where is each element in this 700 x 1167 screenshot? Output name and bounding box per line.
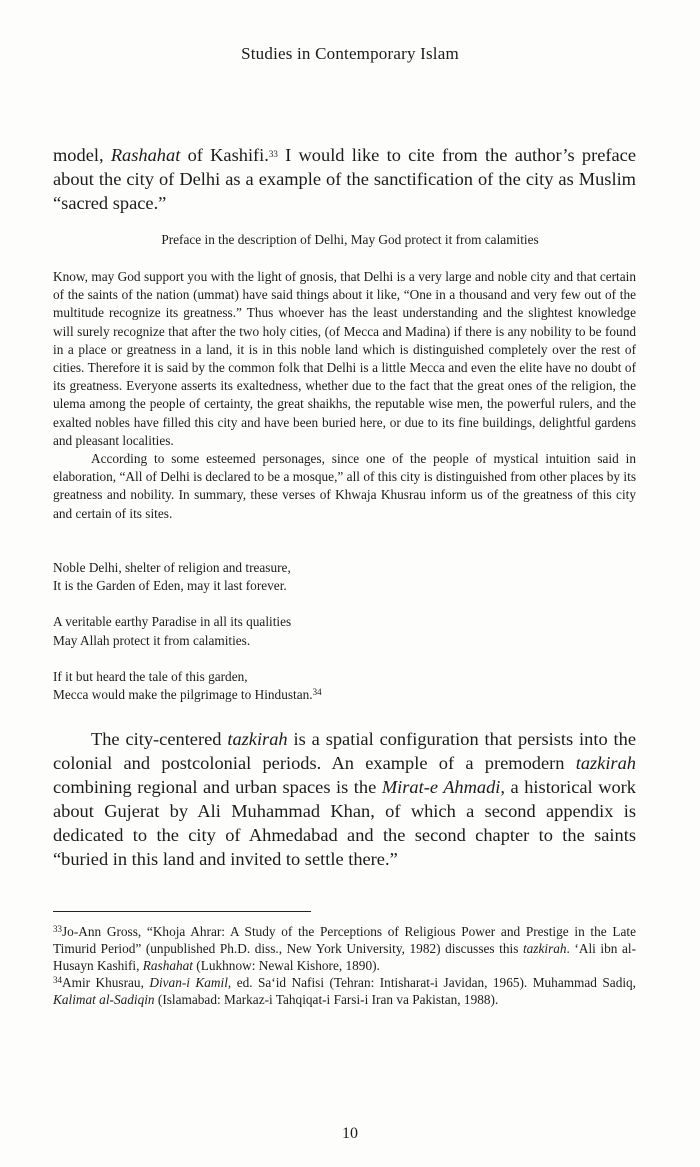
footnote-34 xyxy=(53,974,636,1008)
text-run: . ‘Ali ibn al-Husayn Kashifi, xyxy=(53,941,637,973)
italic-title: Mirat-e Ahmadi, xyxy=(381,777,505,797)
block-quote xyxy=(53,268,636,523)
text-run: (Lukhnow: Newal Kishore, 1890). xyxy=(192,958,380,973)
running-head: Studies in Contemporary Islam xyxy=(241,44,459,63)
text-run: is a spatial configuration that persists into the colonial and postcolonial periods. An example of a premodern xyxy=(53,729,636,773)
footnote-33 xyxy=(53,923,636,974)
verse-line: May Allah protect it from calamities. xyxy=(53,632,251,648)
stanza-2 xyxy=(53,613,322,649)
text-run: The city-centered xyxy=(91,729,228,749)
verse-line xyxy=(53,686,322,704)
text-run: Amir Khusrau, xyxy=(62,975,150,990)
footnotes xyxy=(53,923,636,1008)
text-run: I would like to cite from the author’s preface about the city of Delhi as a example of the sanctification of the city as Muslim “sacred space.” xyxy=(53,145,636,213)
italic-title: Rashahat xyxy=(142,958,193,973)
footnote-ref-33[interactable]: 33 xyxy=(268,149,278,159)
italic-term: tazkirah xyxy=(522,941,567,956)
body-paragraph-1 xyxy=(53,143,636,215)
verse-line: Noble Delhi, shelter of religion and treasure, xyxy=(53,560,291,575)
verse-line: A veritable earthy Paradise in all its qualities xyxy=(53,614,292,630)
quote-paragraph-1: Know, may God support you with the light of gnosis, that Delhi is a very large and noble city and that certain of the saints of the nation (ummat) have said things about it like, “One in a thousand and very few out of the multitude recognize its greatness.” Thus whoever has the least understanding and the slightest knowledge will surely recognize that after the two holy cities, (of Mecca and Madina) if there is any nobility to be found in a place or greatness in a land, it is in this noble land which is distinguished completely over the rest of cities. Therefore it is said by the common folk that Delhi is a little Mecca and even the elite have no doubt of its greatness. Everyone asserts its exaltedness, whether due to the fact that the great ones of the religion, the ulema among the people of certainty, the great shaikhs, the reputable wise men, the powerful rulers, and the exalted nobles have filled this city and have been buried here, or due to its fine buildings, delightful gardens and pleasant localities. xyxy=(53,269,636,448)
verse-block xyxy=(53,559,322,722)
text-run: (Islamabad: Markaz-i Tahqiqat-i Farsi-i Iran va Pakistan, 1988). xyxy=(154,992,499,1007)
stanza-3 xyxy=(53,668,322,704)
footnote-ref-34[interactable]: 34 xyxy=(312,687,322,698)
quote-paragraph-2: According to some esteemed personages, since one of the people of mystical intuition said in elaboration, “All of Delhi is declared to be a mosque,” all of this city is distinguished from other places by its greatness and nobility. In summary, these verses of Khwaja Khusrau inform us of the greatness of this city and certain of its sites. xyxy=(53,451,636,521)
text-run: Jo-Ann Gross, “Khoja Ahrar: A Study of the Perceptions of Religious Power and Prestige in the Late Timurid Period” (unpublished Ph.D. diss., New York University, 1982) discusses this xyxy=(53,924,636,956)
text-run: , ed. Sa‘id Nafisi (Tehran: Intisharat-i Javidan, 1965). Muhammad Sadiq, xyxy=(227,975,637,990)
body-paragraph-2 xyxy=(53,727,636,871)
text-run: model, xyxy=(53,145,111,165)
text-run: of Kashifi. xyxy=(180,145,269,165)
quote-heading: Preface in the description of Delhi, May God protect it from calamities xyxy=(161,232,539,247)
verse-line: If it but heard the tale of this garden, xyxy=(53,668,248,684)
stanza-1 xyxy=(53,559,322,595)
text-run: combining regional and urban spaces is the xyxy=(53,777,382,797)
text-run: Mecca would make the pilgrimage to Hindustan. xyxy=(53,687,313,703)
italic-title: Rashahat xyxy=(110,145,181,165)
page-number: 10 xyxy=(342,1125,358,1142)
italic-title: Divan-i Kamil xyxy=(149,975,228,990)
footnote-divider xyxy=(53,911,311,912)
footnote-number: 33 xyxy=(53,924,62,934)
italic-title: Kalimat al-Sadiqin xyxy=(53,992,155,1007)
italic-term: tazkirah xyxy=(575,753,636,773)
text-run: a historical work about Gujerat by Ali Muhammad Khan, of which a second appendix is dedicated to the city of Ahmedabad and the second chapter to the saints “buried in this land and invited to settle there.” xyxy=(53,777,636,869)
footnote-number: 34 xyxy=(53,975,62,985)
italic-term: tazkirah xyxy=(227,729,288,749)
verse-line: It is the Garden of Eden, may it last forever. xyxy=(53,578,287,594)
